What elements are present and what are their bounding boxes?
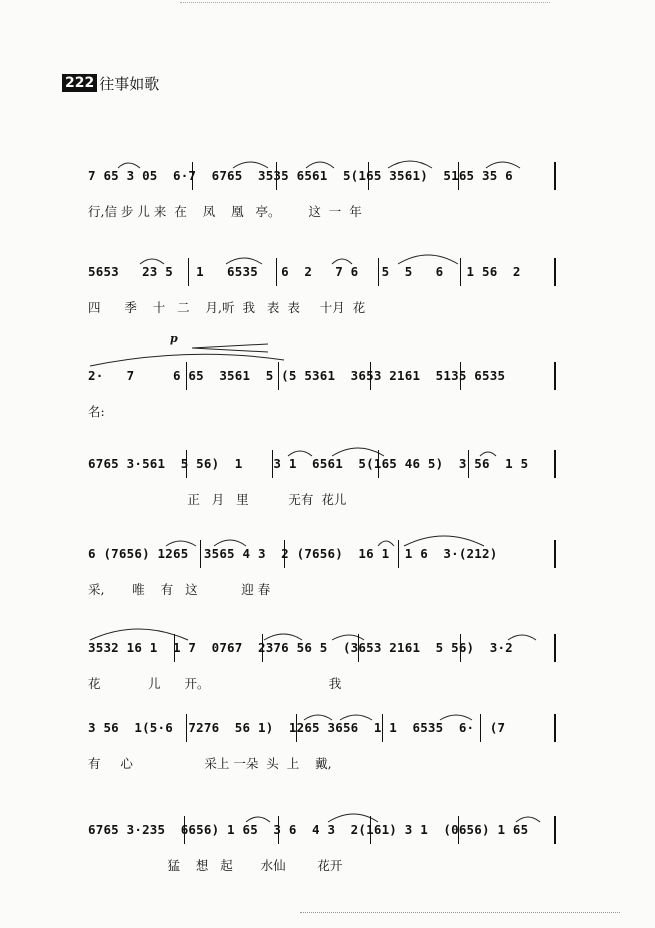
jianpu-notes: 3 56 1(5·6 7276 56 1) 1265 3656 1 1 6535 6· (7	[88, 720, 506, 735]
lyrics-line: 猛 想 起 水仙 花开	[88, 858, 343, 873]
page-header	[62, 74, 159, 92]
score-system-7	[88, 720, 558, 782]
score-system-2	[88, 264, 558, 326]
jianpu-notes: 6 (7656) 1265 3565 4 3 2 (7656) 16 1 1 6 3·(212)	[88, 546, 498, 561]
top-edge-line	[180, 2, 550, 3]
lyrics-line: 四 季 十 二 月,听 我 表 表 十月 花	[88, 300, 366, 315]
lyrics-line: 花 儿 开。 我	[88, 676, 342, 691]
score-system-1	[88, 168, 558, 230]
score-system-5	[88, 546, 558, 608]
jianpu-notes: 7 65 3 05 6·7 6765 3535 6561 5(165 3561) 5165 35 6	[88, 168, 513, 183]
bottom-edge-line	[300, 912, 620, 913]
score-system-6	[88, 640, 558, 702]
lyrics-line: 有 心 采上 一朵 头 上 戴,	[88, 756, 332, 771]
page-number: 222	[62, 74, 97, 92]
lyrics-line: 行,信 步 儿 来 在 凤 凰 亭。 这 一 年	[88, 204, 362, 219]
book-title: 往事如歌	[99, 74, 160, 93]
jianpu-notes: 6765 3·235 6656) 1 65 3 6 4 3 2(161) 3 1 (0656) 1 65	[88, 822, 529, 837]
jianpu-notes: 3532 16 1 1 7 0767 2376 56 5 (3653 2161 5 56) 3·2	[88, 640, 513, 655]
jianpu-notes: 5653 23 5 1 6535 6 2 7 6 5 5 6 1 56 2	[88, 264, 521, 279]
lyrics-line: 采, 唯 有 这 迎 春	[88, 582, 271, 597]
jianpu-notes: 6765 3·561 5 56) 1 3 1 6561 5(165 46 5) 3 56 1 5	[88, 456, 529, 471]
score-system-8	[88, 822, 558, 884]
jianpu-notes: 2· 7 6 65 3561 5 (5 5361 3653 2161 5135 6535	[88, 368, 506, 383]
lyrics-line: 正 月 里 无有 花儿	[88, 492, 347, 507]
lyrics-line: 名:	[88, 404, 105, 419]
score-system-4	[88, 456, 558, 518]
score-system-3	[88, 332, 558, 430]
dynamic-mark: p	[170, 332, 178, 345]
